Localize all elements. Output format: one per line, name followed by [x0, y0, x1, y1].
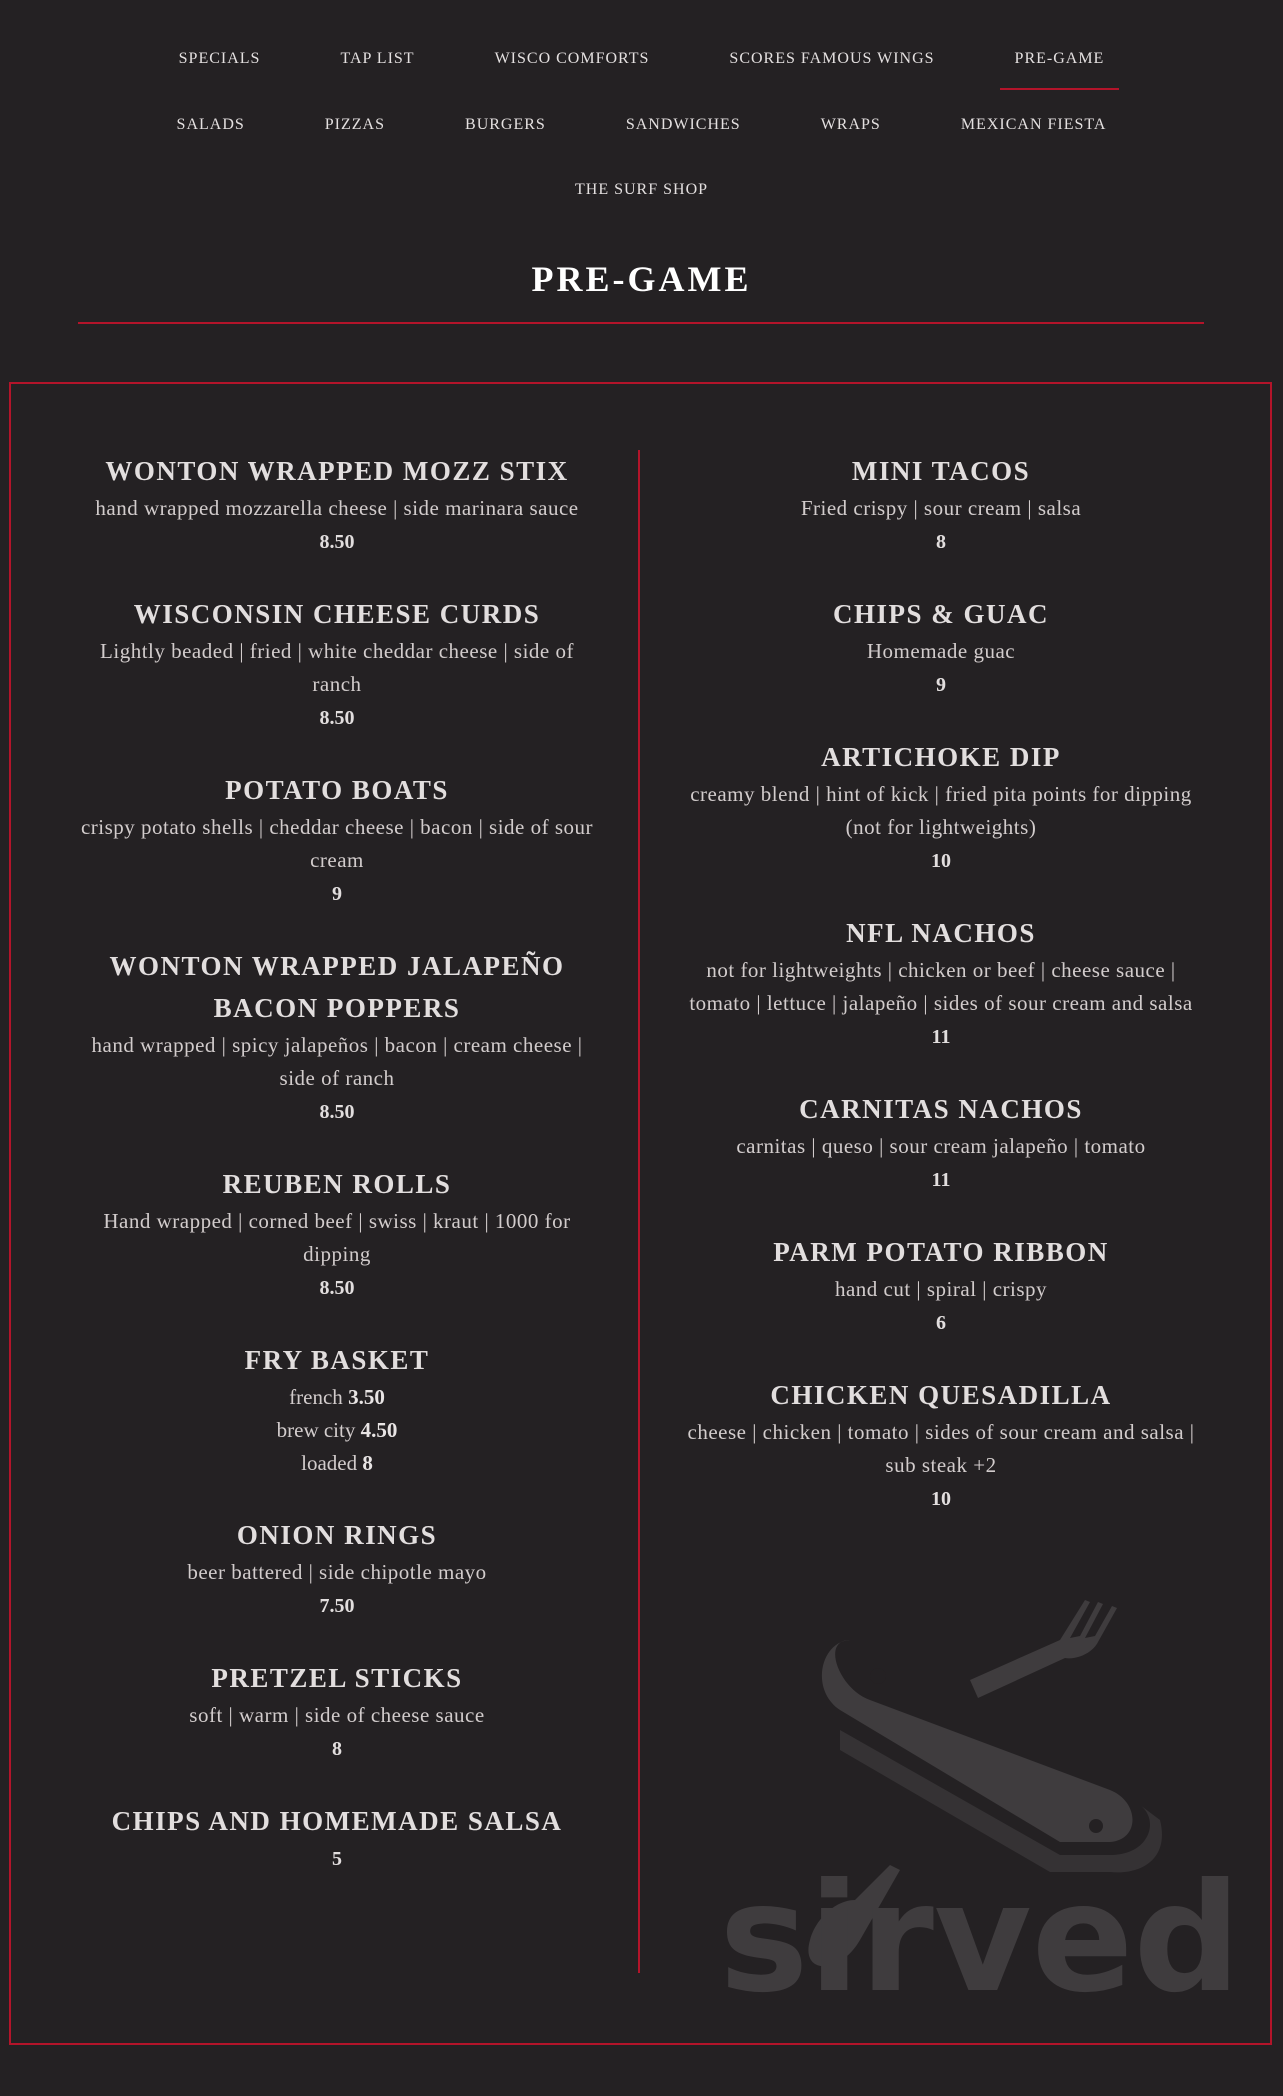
menu-item [77, 1514, 597, 1623]
nav-sandwiches[interactable]: SANDWICHES [625, 116, 741, 133]
menu-item-price: 9 [332, 883, 342, 905]
menu-item [681, 450, 1201, 559]
menu-item-name: PARM POTATO RIBBON [773, 1237, 1109, 1267]
sirved-watermark [720, 1580, 1240, 2010]
watermark-text: sirved [720, 1852, 1240, 2010]
menu-item-description: Fried crispy | sour cream | salsa [800, 496, 1082, 520]
menu-item [77, 1339, 597, 1480]
menu-item-description: hand wrapped | spicy jalapeños | bacon | cream cheese | side of ranch [91, 1033, 583, 1090]
menu-item-price: 11 [931, 1026, 951, 1048]
menu-item-description: Hand wrapped | corned beef | swiss | kraut | 1000 for dipping [103, 1209, 571, 1266]
right-menu-column [681, 450, 1201, 1550]
menu-item-price: 8.50 [319, 531, 355, 553]
menu-item-description: beer battered | side chipotle mayo [187, 1560, 487, 1584]
menu-item [77, 1163, 597, 1305]
menu-item-price: 8.50 [319, 707, 355, 729]
option-label: brew city [276, 1418, 356, 1442]
nav-the-surf-shop[interactable]: THE SURF SHOP [574, 181, 709, 198]
option-price: 3.50 [348, 1385, 385, 1409]
nav-tap-list[interactable]: TAP LIST [340, 50, 415, 67]
menu-item-name: FRY BASKET [244, 1345, 430, 1375]
menu-item-price: 10 [931, 1488, 951, 1510]
menu-item-description: Lightly beaded | fried | white cheddar cheese | side of ranch [100, 639, 574, 696]
nav-pizzas[interactable]: PIZZAS [324, 116, 386, 133]
nav-pre-game[interactable]: PRE-GAME [975, 50, 1145, 68]
utensil-knife-icon [720, 1580, 1240, 2010]
menu-item [77, 769, 597, 911]
menu-item-price: 7.50 [319, 1595, 355, 1617]
page-title: PRE-GAME [531, 259, 752, 299]
menu-item-price: 6 [936, 1312, 946, 1334]
option-label: loaded [301, 1451, 358, 1475]
menu-item-name: WONTON WRAPPED MOZZ STIX [105, 456, 569, 486]
menu-item-price: 9 [936, 674, 946, 696]
menu-item-price: 8 [332, 1738, 342, 1760]
menu-item-name: MINI TACOS [851, 456, 1031, 486]
menu-item-name: WISCONSIN CHEESE CURDS [133, 599, 541, 629]
menu-item-price: 8.50 [319, 1101, 355, 1123]
nav-scores-famous-wings[interactable]: SCORES FAMOUS WINGS [729, 50, 935, 67]
nav-wisco-comforts[interactable]: WISCO COMFORTS [494, 50, 650, 67]
menu-item [77, 945, 597, 1129]
menu-item [681, 912, 1201, 1054]
menu-item-description: cheese | chicken | tomato | sides of sour cream and salsa | sub steak +2 [687, 1420, 1195, 1477]
menu-item-price: 8 [936, 531, 946, 553]
title-divider [78, 322, 1204, 324]
menu-item-name: NFL NACHOS [846, 918, 1036, 948]
menu-item-name: CHIPS AND HOMEMADE SALSA [111, 1806, 563, 1836]
menu-item-description: carnitas | queso | sour cream jalapeño | tomato [736, 1134, 1146, 1158]
menu-item-price: 11 [931, 1169, 951, 1191]
menu-item [77, 1657, 597, 1766]
option-price: 8 [362, 1451, 373, 1475]
menu-item-name: ARTICHOKE DIP [821, 742, 1061, 772]
menu-item [681, 1088, 1201, 1197]
menu-item [77, 593, 597, 735]
menu-item-name: CHIPS & GUAC [832, 599, 1049, 629]
menu-item-name: ONION RINGS [236, 1520, 438, 1550]
menu-item-option [77, 1414, 597, 1447]
menu-item-name: CHICKEN QUESADILLA [770, 1380, 1112, 1410]
nav-wraps[interactable]: WRAPS [820, 116, 881, 133]
menu-item-description: Homemade guac [866, 639, 1016, 663]
menu-item [681, 736, 1201, 878]
menu-item-name: WONTON WRAPPED JALAPEÑO BACON POPPERS [109, 951, 565, 1023]
nav-burgers[interactable]: BURGERS [465, 116, 546, 133]
menu-item-name: POTATO BOATS [225, 775, 449, 805]
menu-item-description: hand wrapped mozzarella cheese | side marinara sauce [95, 496, 579, 520]
menu-item-description: crispy potato shells | cheddar cheese | bacon | side of sour cream [80, 815, 594, 872]
nav-salads[interactable]: SALADS [176, 116, 245, 133]
column-divider [638, 450, 640, 1973]
option-price: 4.50 [360, 1418, 398, 1442]
menu-item-description: hand cut | spiral | crispy [834, 1277, 1048, 1301]
menu-item [681, 593, 1201, 702]
option-label: french [289, 1385, 343, 1409]
nav-row-3 [0, 181, 1283, 199]
menu-item-name: PRETZEL STICKS [211, 1663, 463, 1693]
menu-item-price: 8.50 [319, 1277, 355, 1299]
nav-specials[interactable]: SPECIALS [178, 50, 261, 67]
menu-item-price: 10 [931, 850, 951, 872]
nav-mexican-fiesta[interactable]: MEXICAN FIESTA [960, 116, 1107, 133]
menu-item-option [77, 1381, 597, 1414]
menu-item-name: REUBEN ROLLS [222, 1169, 452, 1199]
menu-item-description: soft | warm | side of cheese sauce [189, 1703, 485, 1727]
menu-item-name: CARNITAS NACHOS [799, 1094, 1083, 1124]
menu-item-description: creamy blend | hint of kick | fried pita points for dipping (not for lightweights) [690, 782, 1192, 839]
menu-item [77, 450, 597, 559]
nav-row-2 [0, 116, 1283, 134]
menu-item-description: not for lightweights | chicken or beef | cheese sauce | tomato | lettuce | jalapeño | sides of sour cream and salsa [689, 958, 1193, 1015]
menu-item [681, 1374, 1201, 1516]
nav-row-1 [0, 50, 1283, 68]
menu-item-price: 5 [332, 1848, 342, 1870]
menu-item-option [77, 1447, 597, 1480]
menu-item [681, 1231, 1201, 1340]
menu-item [77, 1800, 597, 1876]
left-menu-column [77, 450, 597, 1910]
